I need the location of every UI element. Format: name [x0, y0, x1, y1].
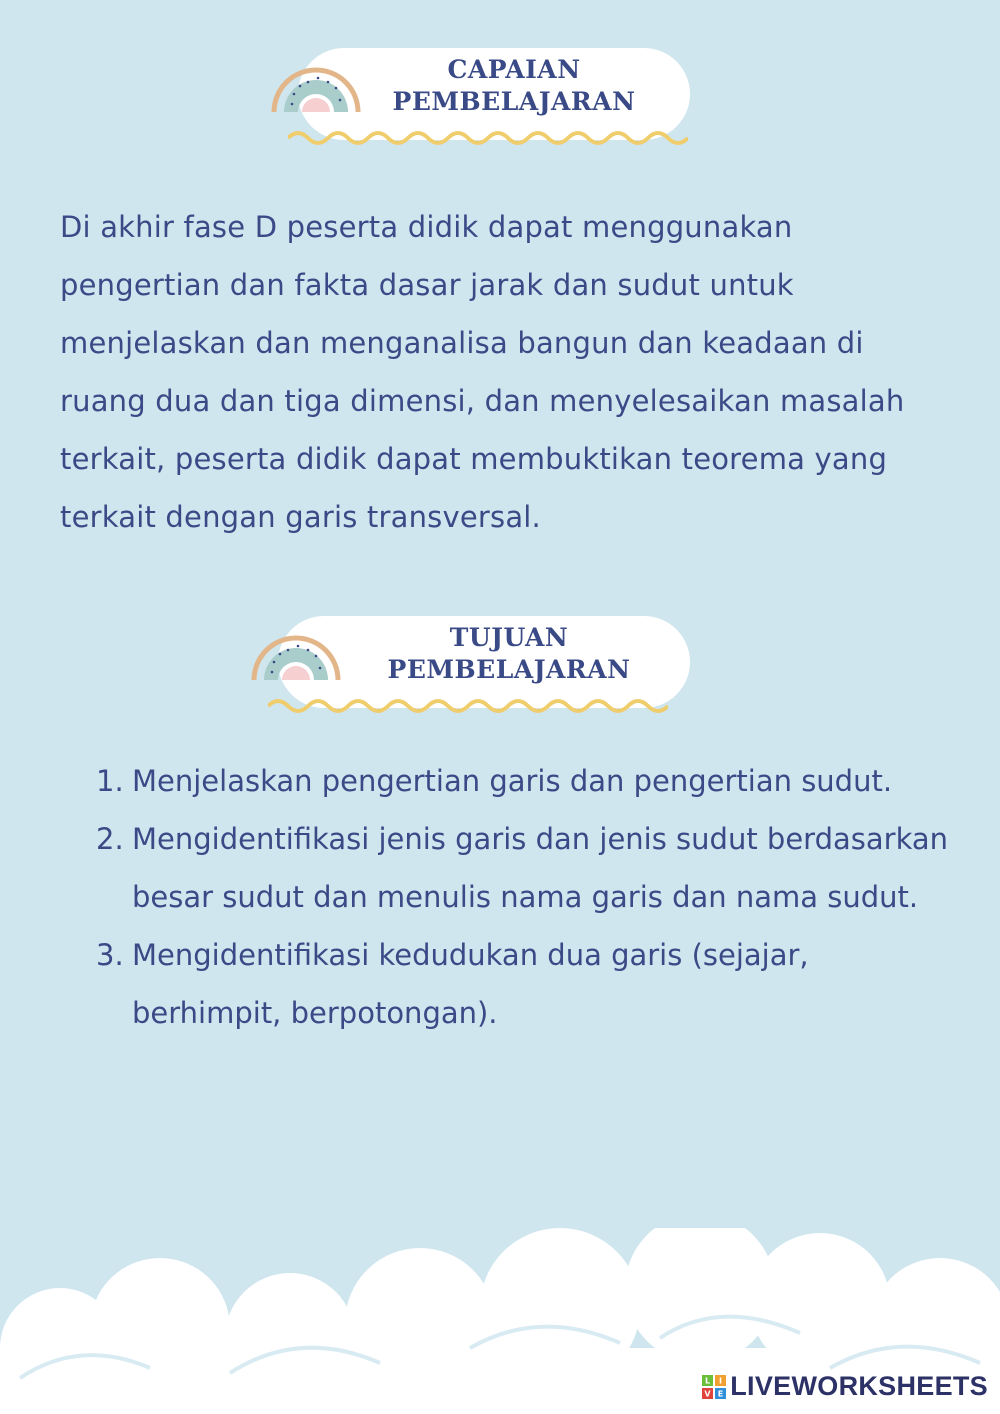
list-item — [96, 810, 956, 926]
rainbow-icon — [248, 610, 344, 690]
header-capaian — [268, 48, 690, 144]
svg-text:E: E — [718, 1389, 724, 1398]
brand-name: LIVEWORKSHEETS — [730, 1371, 988, 1401]
item-number: 1. — [96, 764, 124, 798]
title-line-2: PEMBELAJARAN — [392, 87, 636, 116]
liveworksheets-logo-icon — [702, 1375, 726, 1399]
svg-text:I: I — [719, 1376, 723, 1385]
section-title — [378, 54, 650, 118]
item-text: Mengidentifikasi jenis garis dan jenis sudut berdasarkan besar sudut dan menulis nama garis dan nama sudut. — [132, 822, 949, 914]
wave-decoration — [268, 696, 668, 716]
item-text: Menjelaskan pengertian garis dan pengertian sudut. — [132, 764, 893, 798]
brand-logo — [702, 1371, 988, 1402]
header-tujuan — [248, 616, 690, 712]
list-item — [96, 752, 956, 810]
svg-text:L: L — [705, 1376, 711, 1385]
title-line-2: PEMBELAJARAN — [387, 655, 631, 684]
item-text: Mengidentifikasi kedudukan dua garis (sejajar, berhimpit, berpotongan). — [132, 938, 809, 1030]
item-number: 2. — [96, 822, 124, 856]
svg-text:V: V — [704, 1389, 711, 1398]
wave-decoration — [288, 128, 688, 148]
title-line-1: CAPAIAN — [447, 55, 581, 84]
goals-list — [96, 752, 956, 1042]
item-number: 3. — [96, 938, 124, 972]
rainbow-icon — [268, 42, 364, 122]
section-title — [368, 622, 650, 686]
list-item — [96, 926, 956, 1042]
title-line-1: TUJUAN — [449, 623, 569, 652]
capaian-paragraph: Di akhir fase D peserta didik dapat menggunakan pengertian dan fakta dasar jarak dan sudut untuk menjelaskan dan menganalisa bangun dan keadaan di ruang dua dan tiga dimensi, dan menyelesaikan masalah terkait, peserta didik dapat membuktikan teorema yang terkait dengan garis transversal. — [60, 210, 905, 534]
